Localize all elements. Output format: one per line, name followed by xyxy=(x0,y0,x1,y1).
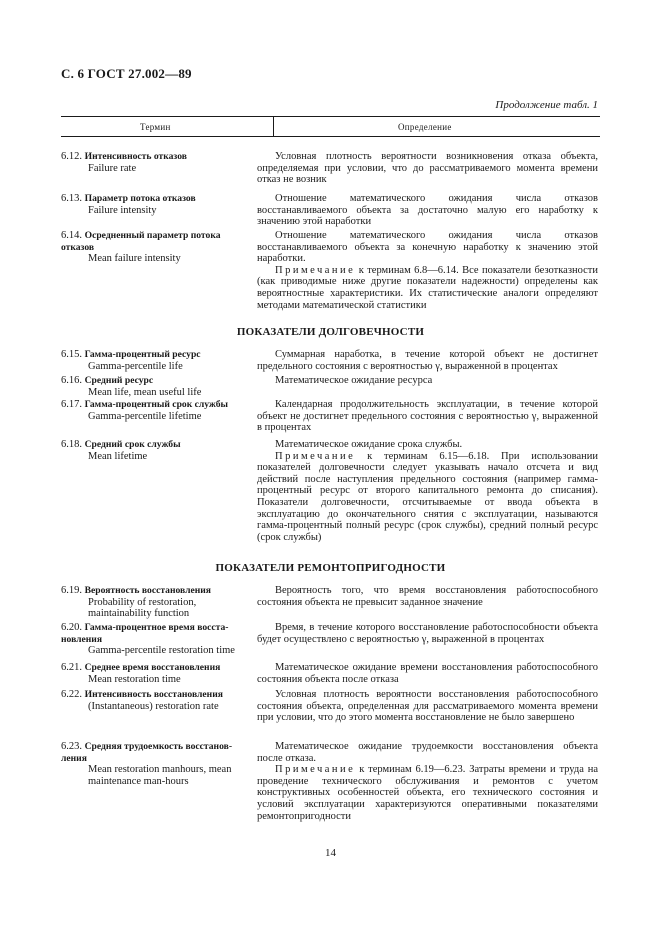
definition-6-17: Календарная продолжительность эксплуатации, в течение которой объект не достигнет предельного состояния с вероятностью γ, выраженной в процентах xyxy=(257,399,598,434)
table-continuation: Продолжение табл. 1 xyxy=(495,99,598,111)
term-6-15: 6.15. Гамма-процентный ресурс Gamma-percentile life xyxy=(61,349,201,372)
column-header-term: Термин xyxy=(140,122,171,132)
definition-6-18: Математическое ожидание срока службы. Примечание к терминам 6.15—6.18. При использовании показателей долговечности следует указывать начало отсчета и вид действий после наступления предельного состояния (например гамма-процентный ресурс от второго капитального ремонта до списания). Показатели долговечности, отсчитываемые от ввода объекта в эксплуатацию до окончательного снятия с эксплуатации, называются гамма-процентный полный ресурс (срок службы), средний полный ресурс (срок службы) xyxy=(257,439,598,543)
table-header-rule xyxy=(61,136,600,137)
column-header-definition: Определение xyxy=(398,122,452,132)
definition-6-20: Время, в течение которого восстановление работоспособности объекта будет осуществлено с вероятностью γ, выраженной в процентах xyxy=(257,622,598,645)
term-6-16: 6.16. Средний ресурс Mean life, mean useful life xyxy=(61,375,202,398)
term-6-23: 6.23. Средняя трудоемкость восстанов- ления Mean restoration manhours, mean maintenance man-hours xyxy=(61,741,233,787)
definition-6-14: Отношение математического ожидания числа отказов восстанавливаемого объекта за конечную наработку к значению этой наработки. Примечание к терминам 6.8—6.14. Все показатели безотказности (как приводимые ниже другие показатели надежности) определены как вероятностные характеристики. Их статистические аналоги определяют методами математической статистики xyxy=(257,230,598,311)
definition-6-19: Вероятность того, что время восстановления работоспособного состояния объекта не превысит заданное значение xyxy=(257,585,598,608)
definition-6-16: Математическое ожидание ресурса xyxy=(275,375,433,386)
definition-6-13: Отношение математического ожидания числа отказов восстанавливаемого объекта за достаточно малую его наработку к значению этой наработки xyxy=(257,193,598,228)
term-6-19: 6.19. Вероятность восстановления Probability of restoration, maintainability function xyxy=(61,585,211,620)
term-6-22: 6.22. Интенсивность восстановления (Instantaneous) restoration rate xyxy=(61,689,223,712)
term-6-14: 6.14. Осредненный параметр потока отказов Mean failure intensity xyxy=(61,230,221,265)
definition-6-21: Математическое ожидание времени восстановления работоспособного состояния объекта после отказа xyxy=(257,662,598,685)
definition-6-22: Условная плотность вероятности восстановления работоспособного состояния объекта, определенная для рассматриваемого момента времени при условии, что до этого момента восстановление не было завершено xyxy=(257,689,598,724)
term-6-18: 6.18. Средний срок службы Mean lifetime xyxy=(61,439,181,462)
note-6-19-6-23: Примечание к терминам 6.19—6.23. Затраты времени и труда на проведение технического обслуживания и ремонтов с учетом конструктивных особенностей объекта, его технического состояния и условий эксплуатации характеризуются оперативными показателями ремонтопригодности xyxy=(257,764,598,822)
definition-6-12: Условная плотность вероятности возникновения отказа объекта, определяемая при условии, что до рассматриваемого момента времени отказ не возник xyxy=(257,151,598,186)
page-header: С. 6 ГОСТ 27.002—89 xyxy=(61,66,192,81)
section-heading-maintainability: ПОКАЗАТЕЛИ РЕМОНТОПРИГОДНОСТИ xyxy=(215,562,446,574)
term-6-13: 6.13. Параметр потока отказов Failure intensity xyxy=(61,193,196,216)
term-6-21: 6.21. Среднее время восстановления Mean restoration time xyxy=(61,662,221,685)
table-top-rule xyxy=(61,116,600,117)
definition-6-23: Математическое ожидание трудоемкости восстановления объекта после отказа. Примечание к терминам 6.19—6.23. Затраты времени и труда на проведение технического обслуживания и ремонтов с учетом конструктивных особенностей объекта, его технического состояния и условий эксплуатации характеризуются оперативными показателями ремонтопригодности xyxy=(257,741,598,822)
note-6-8-6-14: Примечание к терминам 6.8—6.14. Все показатели безотказности (как приводимые ниже другие показатели надежности) определены как вероятностные характеристики. Их статистические аналоги определяют методами математической статистики xyxy=(257,264,598,311)
page-number: 14 xyxy=(325,847,336,859)
definition-6-15: Суммарная наработка, в течение которой объект не достигнет предельного состояния с вероятностью γ, выраженной в процентах xyxy=(257,349,598,372)
note-6-15-6-18: Примечание к терминам 6.15—6.18. При использовании показателей долговечности следует указывать начало отсчета и вид действий после наступления предельного состояния (например гамма-процентный ресурс от второго капитального ремонта до списания). Показатели долговечности, отсчитываемые от ввода объекта в эксплуатацию до окончательного снятия с эксплуатации, называются гамма-процентный полный ресурс (срок службы), средний полный ресурс (срок службы) xyxy=(257,450,598,543)
header-divider xyxy=(273,116,274,136)
term-6-12: 6.12. Интенсивность отказов Failure rate xyxy=(61,151,187,174)
term-6-20: 6.20. Гамма-процентное время восста- новления Gamma-percentile restoration time xyxy=(61,622,235,657)
section-heading-durability: ПОКАЗАТЕЛИ ДОЛГОВЕЧНОСТИ xyxy=(236,326,425,338)
term-6-17: 6.17. Гамма-процентный срок службы Gamma-percentile lifetime xyxy=(61,399,229,422)
